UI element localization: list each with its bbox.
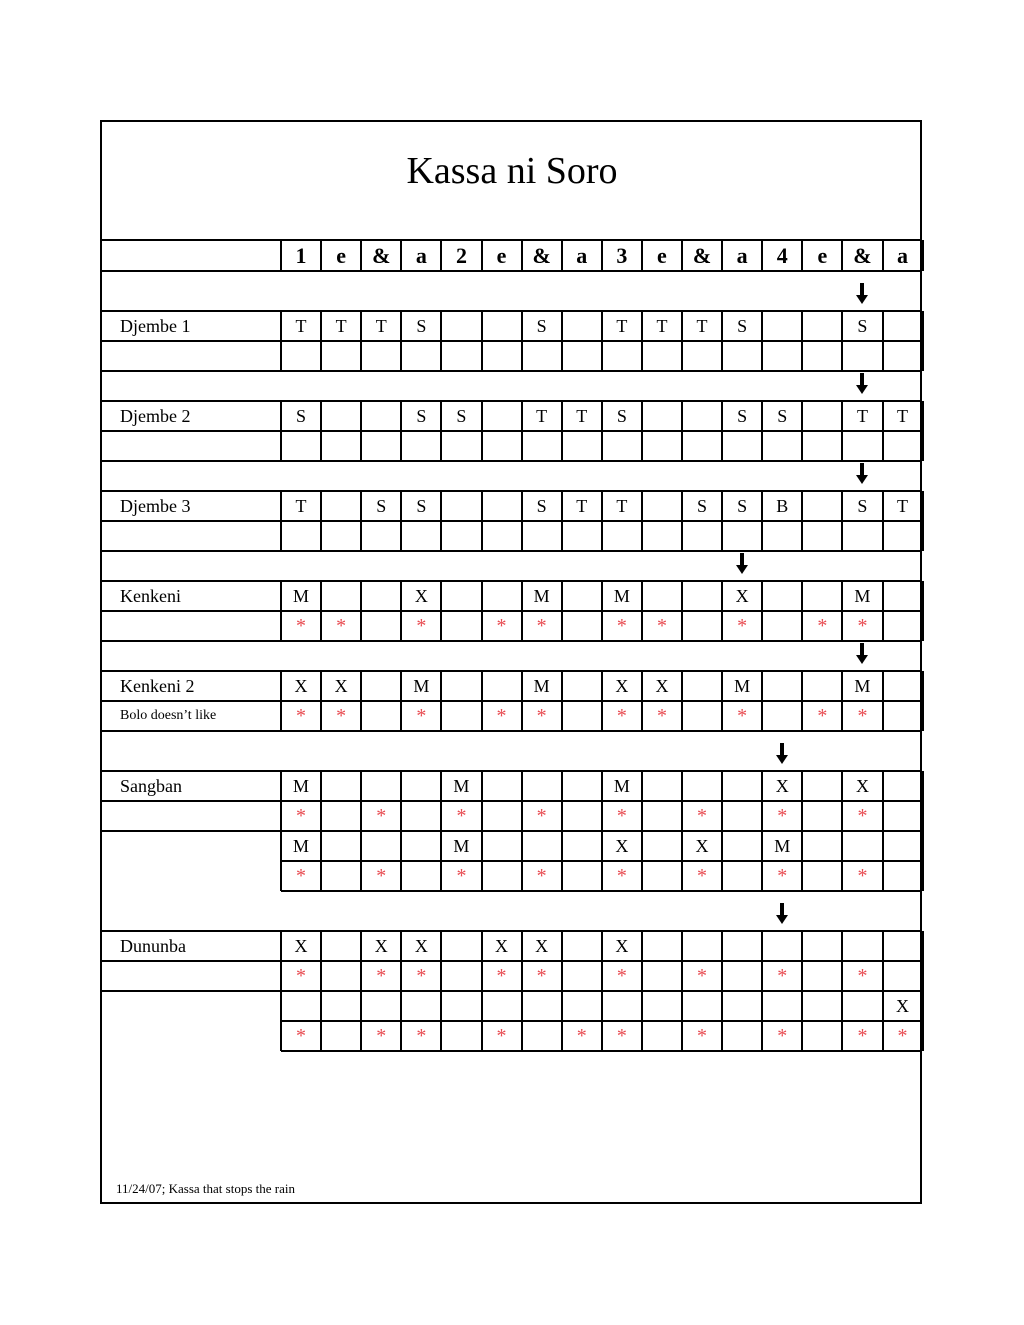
accent-star: * xyxy=(456,864,467,887)
stroke-note: T xyxy=(295,495,307,516)
accent-star: * xyxy=(897,1024,908,1047)
instrument-label: Djembe 2 xyxy=(120,405,191,426)
stroke-note: S xyxy=(416,315,427,336)
accent-star: * xyxy=(817,614,828,637)
stroke-note: T xyxy=(616,495,628,516)
accent-star: * xyxy=(296,614,307,637)
accent-star: * xyxy=(857,864,868,887)
accent-star: * xyxy=(296,804,307,827)
accent-star: * xyxy=(496,704,507,727)
stroke-note: S xyxy=(376,495,387,516)
instrument-label: Kenkeni xyxy=(120,585,181,606)
stroke-note: S xyxy=(737,315,748,336)
beat-header: & xyxy=(853,242,872,268)
beat-header: a xyxy=(576,242,588,268)
instrument-label: Djembe 1 xyxy=(120,315,191,336)
stroke-note: S xyxy=(616,405,627,426)
stroke-note: T xyxy=(856,405,868,426)
accent-star: * xyxy=(857,804,868,827)
stroke-note: M xyxy=(854,585,871,606)
accent-star: * xyxy=(616,704,627,727)
stroke-note: S xyxy=(737,495,748,516)
beat-header: e xyxy=(336,242,347,268)
stroke-note: X xyxy=(374,935,388,956)
stroke-note: X xyxy=(655,675,669,696)
stroke-note: S xyxy=(536,495,547,516)
stroke-note: X xyxy=(615,675,629,696)
stroke-note: T xyxy=(295,315,307,336)
stroke-note: S xyxy=(536,315,547,336)
accent-star: * xyxy=(536,804,547,827)
accent-star: * xyxy=(777,964,788,987)
stroke-note: S xyxy=(456,405,467,426)
beat-header: 2 xyxy=(455,242,467,268)
accent-star: * xyxy=(496,964,507,987)
stroke-note: X xyxy=(294,935,308,956)
accent-star: * xyxy=(376,1024,387,1047)
stroke-note: S xyxy=(857,495,868,516)
beat-header: a xyxy=(415,242,427,268)
beat-header: a xyxy=(897,242,909,268)
stroke-note: X xyxy=(294,675,308,696)
stroke-note: S xyxy=(777,405,788,426)
page-title: Kassa ni Soro xyxy=(406,150,618,192)
accent-star: * xyxy=(616,1024,627,1047)
accent-star: * xyxy=(536,704,547,727)
accent-star: * xyxy=(296,1024,307,1047)
accent-star: * xyxy=(857,614,868,637)
accent-star: * xyxy=(777,1024,788,1047)
stroke-note: M xyxy=(854,675,871,696)
accent-star: * xyxy=(416,1024,427,1047)
stroke-note: T xyxy=(656,315,668,336)
accent-star: * xyxy=(496,614,507,637)
accent-star: * xyxy=(416,614,427,637)
accent-star: * xyxy=(697,864,708,887)
accent-star: * xyxy=(536,864,547,887)
stroke-note: M xyxy=(613,585,630,606)
stroke-note: X xyxy=(855,775,869,796)
stroke-note: M xyxy=(293,585,310,606)
accent-star: * xyxy=(777,804,788,827)
stroke-note: T xyxy=(897,405,909,426)
stroke-note: M xyxy=(734,675,751,696)
stroke-note: M xyxy=(453,835,470,856)
accent-star: * xyxy=(777,864,788,887)
stroke-note: X xyxy=(615,935,629,956)
stroke-note: B xyxy=(776,495,789,516)
stroke-note: M xyxy=(293,775,310,796)
accent-star: * xyxy=(576,1024,587,1047)
stroke-note: S xyxy=(416,405,427,426)
accent-star: * xyxy=(616,964,627,987)
accent-star: * xyxy=(336,614,347,637)
accent-star: * xyxy=(616,804,627,827)
accent-star: * xyxy=(376,804,387,827)
instrument-label: Bolo doesn’t like xyxy=(120,708,217,723)
beat-header: & xyxy=(532,242,551,268)
beat-header: e xyxy=(817,242,828,268)
accent-star: * xyxy=(616,864,627,887)
accent-star: * xyxy=(697,964,708,987)
stroke-note: X xyxy=(615,835,629,856)
accent-star: * xyxy=(376,864,387,887)
instrument-label: Dununba xyxy=(120,935,186,956)
stroke-note: X xyxy=(495,935,509,956)
stroke-note: T xyxy=(576,495,588,516)
accent-star: * xyxy=(817,704,828,727)
stroke-note: T xyxy=(616,315,628,336)
stroke-note: T xyxy=(536,405,548,426)
accent-star: * xyxy=(416,704,427,727)
stroke-note: X xyxy=(535,935,549,956)
beat-header: a xyxy=(736,242,748,268)
stroke-note: S xyxy=(416,495,427,516)
stroke-note: M xyxy=(533,675,550,696)
accent-star: * xyxy=(416,964,427,987)
stroke-note: S xyxy=(296,405,307,426)
stroke-note: X xyxy=(334,675,348,696)
accent-star: * xyxy=(536,964,547,987)
stroke-note: T xyxy=(375,315,387,336)
stroke-note: X xyxy=(414,585,428,606)
accent-star: * xyxy=(296,704,307,727)
accent-star: * xyxy=(536,614,547,637)
stroke-note: T xyxy=(576,405,588,426)
stroke-note: T xyxy=(335,315,347,336)
accent-star: * xyxy=(697,804,708,827)
beat-header: 3 xyxy=(616,242,628,268)
beat-header: & xyxy=(372,242,391,268)
accent-star: * xyxy=(656,614,667,637)
footer-note: 11/24/07; Kassa that stops the rain xyxy=(116,1181,295,1196)
accent-star: * xyxy=(456,804,467,827)
accent-star: * xyxy=(336,704,347,727)
stroke-note: M xyxy=(533,585,550,606)
stroke-note: S xyxy=(697,495,708,516)
stroke-note: M xyxy=(774,835,791,856)
accent-star: * xyxy=(697,1024,708,1047)
accent-star: * xyxy=(656,704,667,727)
stroke-note: X xyxy=(414,935,428,956)
accent-star: * xyxy=(857,704,868,727)
beat-header: e xyxy=(496,242,507,268)
accent-star: * xyxy=(737,704,748,727)
accent-star: * xyxy=(296,864,307,887)
accent-star: * xyxy=(296,964,307,987)
stroke-note: M xyxy=(613,775,630,796)
beat-header: 1 xyxy=(295,242,307,268)
stroke-note: X xyxy=(896,995,910,1016)
stroke-note: T xyxy=(897,495,909,516)
sheet-frame xyxy=(100,120,922,1204)
stroke-note: X xyxy=(775,775,789,796)
stroke-note: M xyxy=(453,775,470,796)
stroke-note: M xyxy=(293,835,310,856)
accent-star: * xyxy=(857,1024,868,1047)
accent-star: * xyxy=(857,964,868,987)
beat-header: 4 xyxy=(776,242,788,268)
beat-header: & xyxy=(692,242,712,268)
instrument-label: Kenkeni 2 xyxy=(120,675,195,696)
stroke-note: T xyxy=(696,315,708,336)
stroke-note: X xyxy=(735,585,749,606)
instrument-label: Sangban xyxy=(120,775,182,796)
accent-star: * xyxy=(376,964,387,987)
accent-star: * xyxy=(496,1024,507,1047)
beat-header: e xyxy=(657,242,667,268)
accent-star: * xyxy=(737,614,748,637)
instrument-label: Djembe 3 xyxy=(120,495,191,516)
stroke-note: S xyxy=(737,405,748,426)
accent-star: * xyxy=(616,614,627,637)
stroke-note: M xyxy=(413,675,430,696)
stroke-note: X xyxy=(695,835,709,856)
stroke-note: S xyxy=(857,315,868,336)
